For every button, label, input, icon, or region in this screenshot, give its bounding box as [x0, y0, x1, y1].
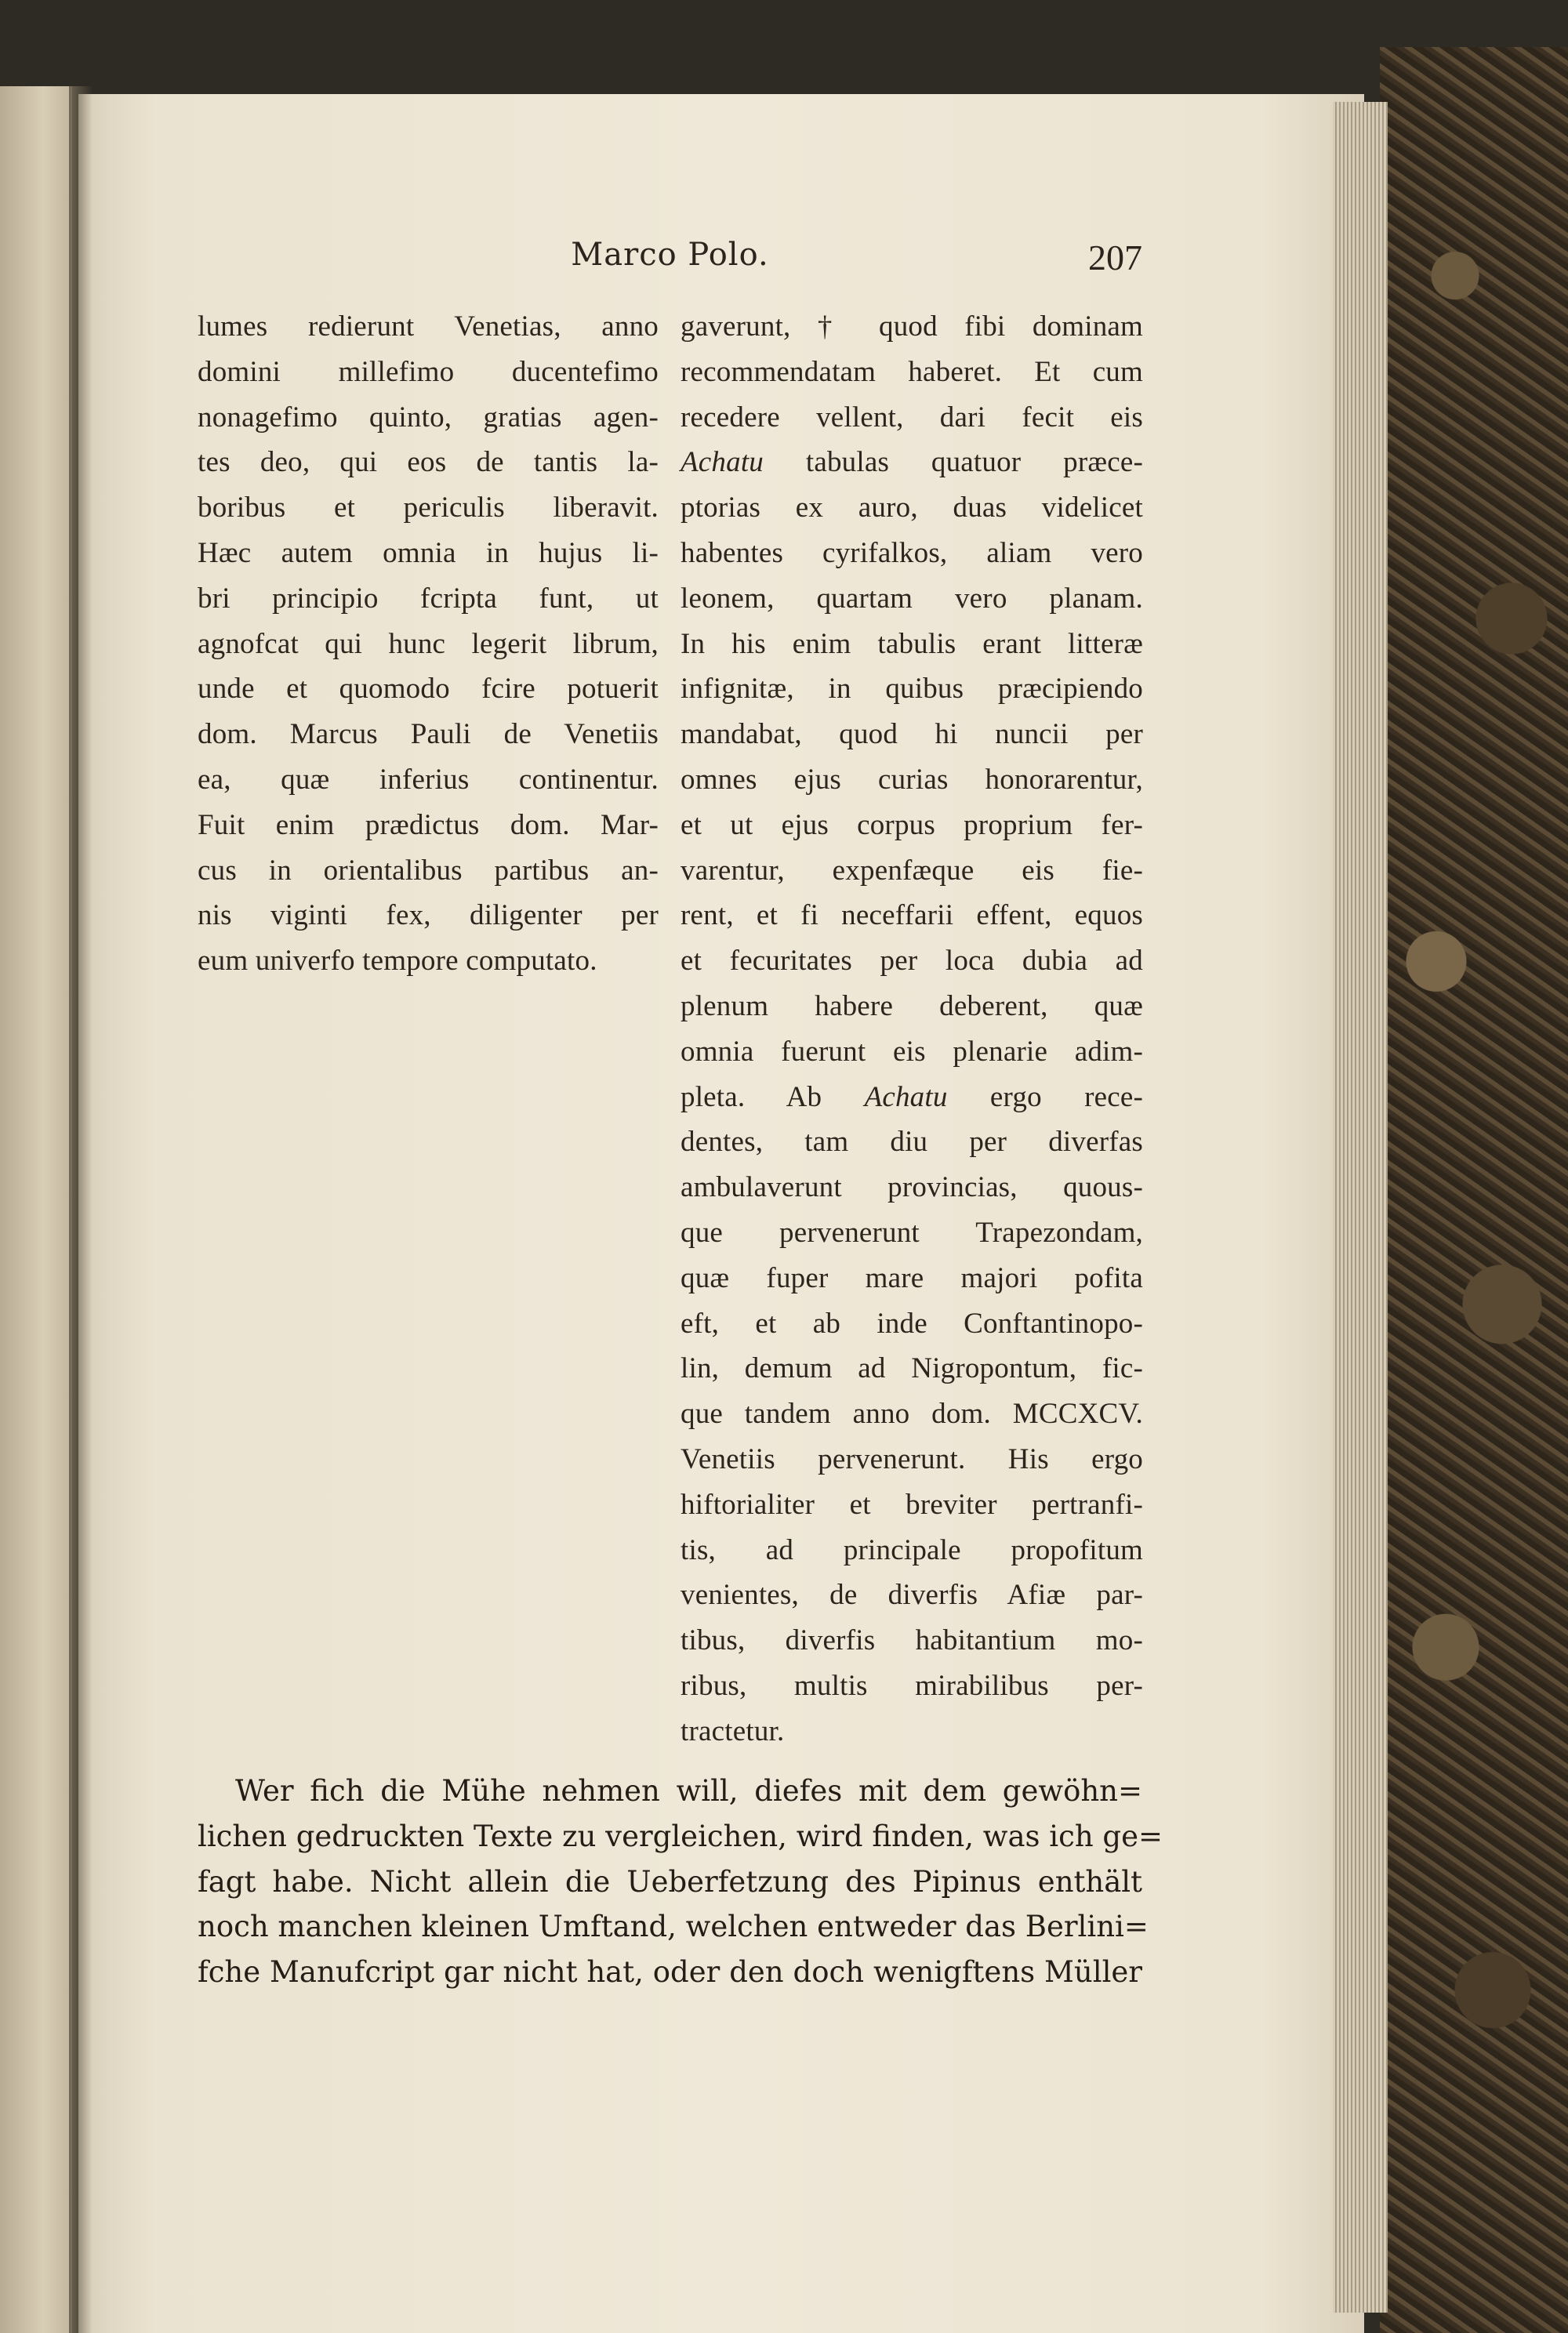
text-line: agnofcat qui hunc legerit librum, — [198, 627, 659, 660]
book-cover-marbled — [1380, 47, 1568, 2333]
text-line: Venetiis pervenerunt. His ergo — [681, 1442, 1143, 1475]
text-line: lichen gedruckten Texte zu vergleichen, wird finden, was ich ge= — [198, 1819, 1163, 1853]
page-stack-edge — [1333, 102, 1388, 2313]
text-line: cus in orientalibus partibus an- — [198, 854, 659, 887]
text-line: ea, quæ inferius continentur. — [198, 763, 659, 796]
text-line: Fuit enim prædictus dom. Mar- — [198, 808, 659, 841]
text-line: que pervenerunt Trapezondam, — [681, 1216, 1143, 1249]
text-line: tractetur. — [681, 1714, 785, 1747]
running-title: Marco Polo. — [571, 237, 769, 273]
text-line: Wer fich die Mühe nehmen will, diefes mit dem gewöhn= — [235, 1774, 1142, 1808]
text-line: eft, et ab inde Conftantinopo- — [681, 1307, 1143, 1340]
text-line: omnia fuerunt eis plenarie adim- — [681, 1035, 1143, 1068]
text-line: et ut ejus corpus proprium fer- — [681, 808, 1143, 841]
text-line: quæ fuper mare majori pofita — [681, 1261, 1143, 1294]
text-line: lin, demum ad Nigropontum, fic- — [681, 1352, 1143, 1385]
page-header — [198, 237, 1142, 284]
left-page-edge — [0, 86, 72, 2333]
text-line: unde et quomodo fcire potuerit — [198, 673, 659, 706]
text-line: eum univerfo tempore computato. — [198, 945, 597, 978]
text-line: recedere vellent, dari fecit eis — [681, 401, 1143, 434]
text-line: gaverunt, † quod fibi dominam — [681, 310, 1143, 343]
text-line: domini millefimo ducentefimo — [198, 355, 659, 388]
text-line: et fecuritates per loca dubia ad — [681, 945, 1143, 978]
text-line: mandabat, quod hi nuncii per — [681, 718, 1143, 751]
text-line: dentes, tam diu per diverfas — [681, 1126, 1143, 1159]
text-line: varentur, expenfæque eis fie- — [681, 854, 1143, 887]
text-line: fagt habe. Nicht allein die Ueberfetzung des Pipinus enthält — [198, 1864, 1142, 1899]
latin-column-right — [681, 304, 1143, 1754]
text-line: omnes ejus curias honorarentur, — [681, 763, 1143, 796]
spine-shadow — [69, 86, 93, 2333]
text-line: tis, ad principale propofitum — [681, 1533, 1143, 1566]
page-number: 207 — [1088, 238, 1142, 278]
text-line: lumes redierunt Venetias, anno — [198, 310, 659, 343]
text-line: nonagefimo quinto, gratias agen- — [198, 401, 659, 434]
text-line: infignitæ, in quibus præcipiendo — [681, 673, 1143, 706]
text-line: Achatu tabulas quatuor præce- — [681, 446, 1143, 479]
text-line: ribus, multis mirabilibus per- — [681, 1669, 1143, 1702]
german-paragraph — [198, 1769, 1163, 1995]
text-line: que tandem anno dom. MCCXCV. — [681, 1398, 1143, 1431]
text-line: venientes, de diverfis Afiæ par- — [681, 1579, 1143, 1612]
text-line: dom. Marcus Pauli de Venetiis — [198, 718, 659, 751]
text-line: ptorias ex auro, duas videlicet — [681, 492, 1143, 524]
text-line: pleta. Ab Achatu ergo rece- — [681, 1080, 1143, 1113]
text-line: plenum habere deberent, quæ — [681, 989, 1143, 1022]
text-line: ambulaverunt provincias, quous- — [681, 1171, 1143, 1204]
text-line: tibus, diverfis habitantium mo- — [681, 1624, 1143, 1657]
text-line: hiftorialiter et breviter pertranfi- — [681, 1488, 1143, 1521]
text-line: bri principio fcripta funt, ut — [198, 582, 659, 615]
text-line: nis viginti fex, diligenter per — [198, 899, 659, 932]
latin-column-left — [198, 304, 659, 984]
text-line: fche Manufcript gar nicht hat, oder den doch wenigftens Müller — [198, 1955, 1142, 1990]
text-line: noch manchen kleinen Umftand, welchen entweder das Berlini= — [198, 1910, 1149, 1944]
text-line: boribus et periculis liberavit. — [198, 492, 659, 524]
text-line: habentes cyrifalkos, aliam vero — [681, 536, 1143, 569]
text-line: recommendatam haberet. Et cum — [681, 355, 1143, 388]
text-line: tes deo, qui eos de tantis la- — [198, 446, 659, 479]
text-line: rent, et fi neceffarii effent, equos — [681, 899, 1143, 932]
text-line: Hæc autem omnia in hujus li- — [198, 536, 659, 569]
text-line: leonem, quartam vero planam. — [681, 582, 1143, 615]
text-line: In his enim tabulis erant litteræ — [681, 627, 1143, 660]
